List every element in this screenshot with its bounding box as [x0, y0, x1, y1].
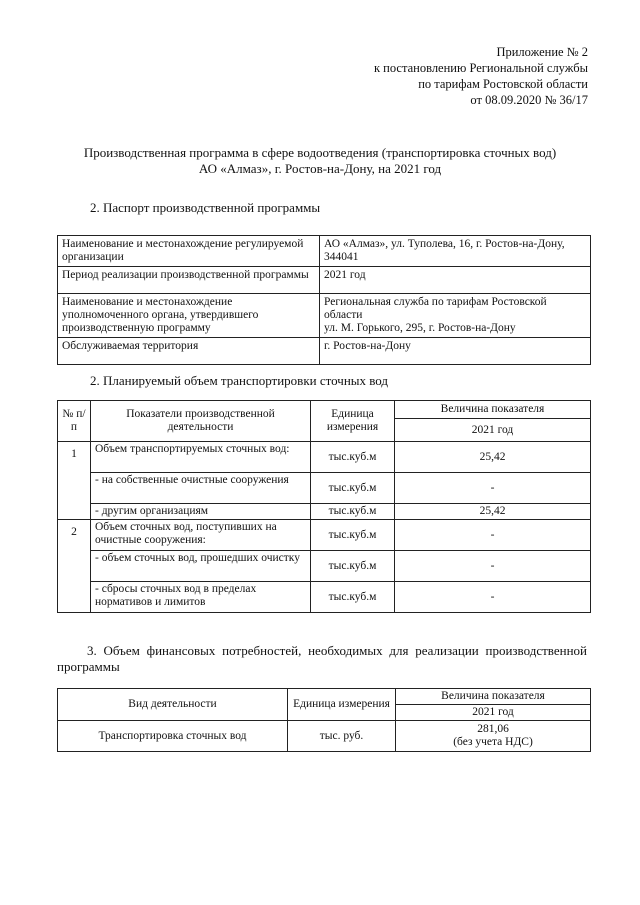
appendix-line-4: от 08.09.2020 № 36/17: [470, 93, 588, 107]
row-value: -: [395, 520, 591, 551]
appendix-block: [374, 44, 588, 108]
header-num: № п/п: [58, 401, 91, 442]
header-value: Величина показателя: [395, 401, 591, 419]
title-line-2: АО «Алмаз», г. Ростов-на-Дону, на 2021 год: [198, 161, 442, 176]
header-indicator: Показатели производственной деятельности: [91, 401, 311, 442]
table-row: [58, 236, 591, 267]
table-row: [58, 504, 591, 520]
header-unit: Единица измерения: [311, 401, 395, 442]
table-row: [58, 473, 591, 504]
header-year: 2021 год: [395, 419, 591, 442]
finance-table: [57, 688, 591, 752]
value-line-1: 281,06: [477, 723, 509, 735]
table-cell-label: Обслуживаемая территория: [58, 338, 320, 365]
appendix-line-3: по тарифам Ростовской области: [418, 77, 588, 91]
appendix-line-1: Приложение № 2: [496, 45, 588, 59]
row-value: 25,42: [395, 504, 591, 520]
row-unit: тыс.куб.м: [311, 442, 395, 473]
passport-table: [57, 235, 591, 365]
table-header-row: [58, 689, 591, 705]
row-indicator: - на собственные очистные сооружения: [91, 473, 311, 504]
section-1-heading: 2. Паспорт производственной программы: [90, 200, 321, 215]
table-row: [58, 294, 591, 338]
volume-table: [57, 400, 591, 613]
row-value: 25,42: [395, 442, 591, 473]
row-value: [396, 721, 591, 752]
row-unit: тыс.куб.м: [311, 582, 395, 613]
row-unit: тыс.куб.м: [311, 473, 395, 504]
row-indicator: - объем сточных вод, прошедших очистку: [91, 551, 311, 582]
row-unit: тыс.куб.м: [311, 520, 395, 551]
table-header-row: [58, 401, 591, 419]
table-row: [58, 551, 591, 582]
table-cell-value: [320, 294, 591, 338]
row-indicator: - сбросы сточных вод в пределах нормативов и лимитов: [91, 582, 311, 613]
row-num: 2: [58, 520, 91, 613]
table-cell-value: г. Ростов-на-Дону: [320, 338, 591, 365]
table-cell-label: Наименование и местонахождение регулируемой организации: [58, 236, 320, 267]
table-cell-label: Период реализации производственной программы: [58, 267, 320, 294]
row-activity: Транспортировка сточных вод: [58, 721, 288, 752]
row-indicator: - другим организациям: [91, 504, 311, 520]
row-num: 1: [58, 442, 91, 520]
row-unit: тыс.куб.м: [311, 551, 395, 582]
row-unit: тыс. руб.: [288, 721, 396, 752]
table-row: [58, 267, 591, 294]
table-cell-value: 2021 год: [320, 267, 591, 294]
header-unit: Единица измерения: [288, 689, 396, 721]
row-unit: тыс.куб.м: [311, 504, 395, 520]
table-row: [58, 582, 591, 613]
table-row: [58, 338, 591, 365]
table-row: [58, 442, 591, 473]
value-line-1: Региональная служба по тарифам Ростовской области: [324, 296, 547, 321]
row-value: -: [395, 551, 591, 582]
table-row: [58, 721, 591, 752]
section-3-heading: 3. Объем финансовых потребностей, необходимых для реализации производственной программы: [57, 643, 587, 674]
value-line-2: ул. М. Горького, 295, г. Ростов-на-Дону: [324, 322, 516, 334]
header-value: Величина показателя: [396, 689, 591, 705]
row-indicator: Объем сточных вод, поступивших на очистные сооружения:: [91, 520, 311, 551]
value-line-2: (без учета НДС): [453, 736, 533, 748]
header-activity: Вид деятельности: [58, 689, 288, 721]
table-cell-value: АО «Алмаз», ул. Туполева, 16, г. Ростов-на-Дону, 344041: [320, 236, 591, 267]
row-value: -: [395, 473, 591, 504]
section-2-heading: 2. Планируемый объем транспортировки сточных вод: [90, 373, 389, 388]
document-title: [0, 145, 640, 177]
table-cell-label: Наименование и местонахождение уполномоченного органа, утвердившего производственную программу: [58, 294, 320, 338]
appendix-line-2: к постановлению Региональной службы: [373, 61, 588, 75]
title-line-1: Производственная программа в сфере водоотведения (транспортировка сточных вод): [83, 145, 557, 160]
table-row: [58, 520, 591, 551]
row-value: -: [395, 582, 591, 613]
header-year: 2021 год: [396, 705, 591, 721]
row-indicator: Объем транспортируемых сточных вод:: [91, 442, 311, 473]
